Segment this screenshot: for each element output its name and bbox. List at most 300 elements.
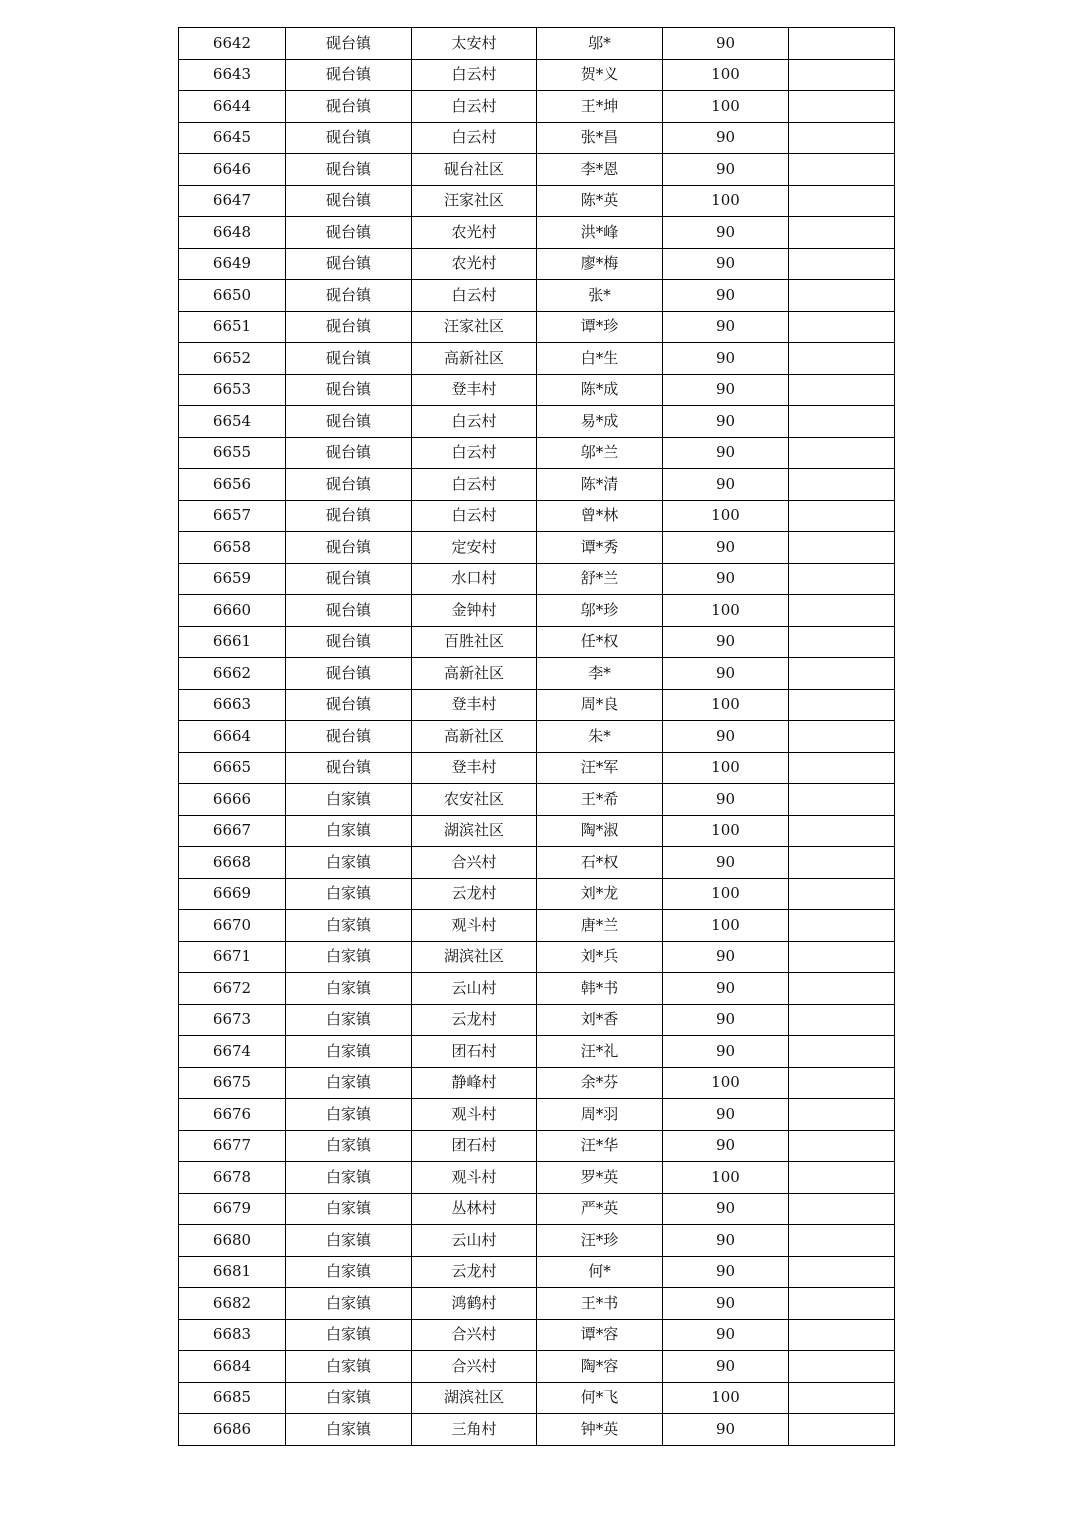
village-cell: 高新社区 bbox=[412, 658, 537, 690]
table-row bbox=[179, 28, 895, 60]
serial-number-cell: 6651 bbox=[179, 311, 286, 343]
table-row bbox=[179, 626, 895, 658]
table-row bbox=[179, 185, 895, 217]
name-cell: 刘*龙 bbox=[537, 878, 663, 910]
serial-number-cell: 6679 bbox=[179, 1193, 286, 1225]
village-cell: 农光村 bbox=[412, 248, 537, 280]
table-row bbox=[179, 374, 895, 406]
remark-cell bbox=[789, 28, 895, 60]
remark-cell bbox=[789, 185, 895, 217]
village-cell: 登丰村 bbox=[412, 374, 537, 406]
name-cell: 王*希 bbox=[537, 784, 663, 816]
name-cell: 周*羽 bbox=[537, 1099, 663, 1131]
village-cell: 高新社区 bbox=[412, 721, 537, 753]
name-cell: 汪*珍 bbox=[537, 1225, 663, 1257]
name-cell: 何* bbox=[537, 1256, 663, 1288]
remark-cell bbox=[789, 752, 895, 784]
table-row bbox=[179, 59, 895, 91]
town-cell: 白家镇 bbox=[286, 910, 412, 942]
serial-number-cell: 6669 bbox=[179, 878, 286, 910]
name-cell: 贺*义 bbox=[537, 59, 663, 91]
town-cell: 砚台镇 bbox=[286, 154, 412, 186]
town-cell: 白家镇 bbox=[286, 784, 412, 816]
village-cell: 白云村 bbox=[412, 280, 537, 312]
amount-cell: 90 bbox=[663, 311, 789, 343]
village-cell: 定安村 bbox=[412, 532, 537, 564]
village-cell: 金钟村 bbox=[412, 595, 537, 627]
amount-cell: 90 bbox=[663, 1288, 789, 1320]
table-row bbox=[179, 941, 895, 973]
name-cell: 汪*礼 bbox=[537, 1036, 663, 1068]
remark-cell bbox=[789, 1036, 895, 1068]
name-cell: 朱* bbox=[537, 721, 663, 753]
remark-cell bbox=[789, 1414, 895, 1446]
village-cell: 农光村 bbox=[412, 217, 537, 249]
village-cell: 湖滨社区 bbox=[412, 1382, 537, 1414]
table-row bbox=[179, 122, 895, 154]
name-cell: 陈*成 bbox=[537, 374, 663, 406]
town-cell: 白家镇 bbox=[286, 1193, 412, 1225]
name-cell: 韩*书 bbox=[537, 973, 663, 1005]
remark-cell bbox=[789, 1256, 895, 1288]
serial-number-cell: 6642 bbox=[179, 28, 286, 60]
serial-number-cell: 6675 bbox=[179, 1067, 286, 1099]
name-cell: 谭*秀 bbox=[537, 532, 663, 564]
table-row bbox=[179, 784, 895, 816]
serial-number-cell: 6656 bbox=[179, 469, 286, 501]
remark-cell bbox=[789, 973, 895, 1005]
name-cell: 李* bbox=[537, 658, 663, 690]
town-cell: 白家镇 bbox=[286, 973, 412, 1005]
town-cell: 砚台镇 bbox=[286, 280, 412, 312]
village-cell: 白云村 bbox=[412, 437, 537, 469]
amount-cell: 90 bbox=[663, 154, 789, 186]
amount-cell: 90 bbox=[663, 1225, 789, 1257]
town-cell: 白家镇 bbox=[286, 1162, 412, 1194]
village-cell: 观斗村 bbox=[412, 910, 537, 942]
serial-number-cell: 6680 bbox=[179, 1225, 286, 1257]
amount-cell: 90 bbox=[663, 280, 789, 312]
amount-cell: 90 bbox=[663, 1193, 789, 1225]
table-row bbox=[179, 280, 895, 312]
village-cell: 白云村 bbox=[412, 500, 537, 532]
town-cell: 砚台镇 bbox=[286, 626, 412, 658]
amount-cell: 90 bbox=[663, 1319, 789, 1351]
town-cell: 白家镇 bbox=[286, 1036, 412, 1068]
remark-cell bbox=[789, 1225, 895, 1257]
serial-number-cell: 6668 bbox=[179, 847, 286, 879]
village-cell: 云龙村 bbox=[412, 1004, 537, 1036]
table-row bbox=[179, 469, 895, 501]
serial-number-cell: 6654 bbox=[179, 406, 286, 438]
town-cell: 白家镇 bbox=[286, 1004, 412, 1036]
serial-number-cell: 6686 bbox=[179, 1414, 286, 1446]
name-cell: 石*权 bbox=[537, 847, 663, 879]
remark-cell bbox=[789, 563, 895, 595]
amount-cell: 100 bbox=[663, 91, 789, 123]
amount-cell: 90 bbox=[663, 532, 789, 564]
village-cell: 鸿鹤村 bbox=[412, 1288, 537, 1320]
village-cell: 云山村 bbox=[412, 973, 537, 1005]
table-row bbox=[179, 1162, 895, 1194]
village-cell: 农安社区 bbox=[412, 784, 537, 816]
village-cell: 云龙村 bbox=[412, 1256, 537, 1288]
table-row bbox=[179, 973, 895, 1005]
remark-cell bbox=[789, 1162, 895, 1194]
table-row bbox=[179, 437, 895, 469]
remark-cell bbox=[789, 1382, 895, 1414]
remark-cell bbox=[789, 658, 895, 690]
village-cell: 合兴村 bbox=[412, 1319, 537, 1351]
remark-cell bbox=[789, 343, 895, 375]
village-cell: 三角村 bbox=[412, 1414, 537, 1446]
town-cell: 白家镇 bbox=[286, 878, 412, 910]
amount-cell: 90 bbox=[663, 469, 789, 501]
remark-cell bbox=[789, 941, 895, 973]
table-body bbox=[179, 28, 895, 1446]
name-cell: 王*书 bbox=[537, 1288, 663, 1320]
table-row bbox=[179, 154, 895, 186]
amount-cell: 90 bbox=[663, 1351, 789, 1383]
amount-cell: 90 bbox=[663, 1036, 789, 1068]
table-row bbox=[179, 217, 895, 249]
serial-number-cell: 6683 bbox=[179, 1319, 286, 1351]
town-cell: 白家镇 bbox=[286, 847, 412, 879]
name-cell: 陈*英 bbox=[537, 185, 663, 217]
remark-cell bbox=[789, 626, 895, 658]
serial-number-cell: 6664 bbox=[179, 721, 286, 753]
serial-number-cell: 6665 bbox=[179, 752, 286, 784]
remark-cell bbox=[789, 1099, 895, 1131]
remark-cell bbox=[789, 784, 895, 816]
table-row bbox=[179, 248, 895, 280]
remark-cell bbox=[789, 1351, 895, 1383]
table-row bbox=[179, 1193, 895, 1225]
town-cell: 白家镇 bbox=[286, 1288, 412, 1320]
village-cell: 观斗村 bbox=[412, 1162, 537, 1194]
serial-number-cell: 6657 bbox=[179, 500, 286, 532]
serial-number-cell: 6648 bbox=[179, 217, 286, 249]
name-cell: 任*权 bbox=[537, 626, 663, 658]
name-cell: 刘*香 bbox=[537, 1004, 663, 1036]
table-row bbox=[179, 91, 895, 123]
town-cell: 砚台镇 bbox=[286, 185, 412, 217]
amount-cell: 90 bbox=[663, 973, 789, 1005]
name-cell: 邬* bbox=[537, 28, 663, 60]
village-cell: 汪家社区 bbox=[412, 185, 537, 217]
table-row bbox=[179, 1319, 895, 1351]
amount-cell: 90 bbox=[663, 406, 789, 438]
table-row bbox=[179, 311, 895, 343]
remark-cell bbox=[789, 1288, 895, 1320]
table-row bbox=[179, 1067, 895, 1099]
name-cell: 王*坤 bbox=[537, 91, 663, 123]
serial-number-cell: 6672 bbox=[179, 973, 286, 1005]
town-cell: 砚台镇 bbox=[286, 721, 412, 753]
amount-cell: 90 bbox=[663, 374, 789, 406]
town-cell: 砚台镇 bbox=[286, 658, 412, 690]
village-cell: 云龙村 bbox=[412, 878, 537, 910]
amount-cell: 90 bbox=[663, 1099, 789, 1131]
serial-number-cell: 6644 bbox=[179, 91, 286, 123]
town-cell: 白家镇 bbox=[286, 941, 412, 973]
town-cell: 砚台镇 bbox=[286, 217, 412, 249]
serial-number-cell: 6660 bbox=[179, 595, 286, 627]
table-row bbox=[179, 1382, 895, 1414]
village-cell: 白云村 bbox=[412, 406, 537, 438]
table-row bbox=[179, 815, 895, 847]
serial-number-cell: 6671 bbox=[179, 941, 286, 973]
table-row bbox=[179, 752, 895, 784]
remark-cell bbox=[789, 595, 895, 627]
name-cell: 张*昌 bbox=[537, 122, 663, 154]
village-cell: 登丰村 bbox=[412, 752, 537, 784]
village-cell: 白云村 bbox=[412, 59, 537, 91]
table-row bbox=[179, 1225, 895, 1257]
name-cell: 邬*兰 bbox=[537, 437, 663, 469]
village-cell: 静峰村 bbox=[412, 1067, 537, 1099]
table-row bbox=[179, 343, 895, 375]
name-cell: 邬*珍 bbox=[537, 595, 663, 627]
village-cell: 云山村 bbox=[412, 1225, 537, 1257]
amount-cell: 100 bbox=[663, 752, 789, 784]
amount-cell: 100 bbox=[663, 878, 789, 910]
amount-cell: 90 bbox=[663, 1130, 789, 1162]
amount-cell: 90 bbox=[663, 721, 789, 753]
serial-number-cell: 6674 bbox=[179, 1036, 286, 1068]
table-row bbox=[179, 500, 895, 532]
name-cell: 谭*容 bbox=[537, 1319, 663, 1351]
amount-cell: 90 bbox=[663, 437, 789, 469]
table-row bbox=[179, 1036, 895, 1068]
amount-cell: 90 bbox=[663, 1256, 789, 1288]
remark-cell bbox=[789, 122, 895, 154]
name-cell: 汪*华 bbox=[537, 1130, 663, 1162]
amount-cell: 90 bbox=[663, 1004, 789, 1036]
remark-cell bbox=[789, 406, 895, 438]
amount-cell: 100 bbox=[663, 59, 789, 91]
serial-number-cell: 6682 bbox=[179, 1288, 286, 1320]
village-cell: 湖滨社区 bbox=[412, 941, 537, 973]
town-cell: 白家镇 bbox=[286, 1414, 412, 1446]
name-cell: 陈*清 bbox=[537, 469, 663, 501]
serial-number-cell: 6670 bbox=[179, 910, 286, 942]
amount-cell: 90 bbox=[663, 847, 789, 879]
town-cell: 白家镇 bbox=[286, 1382, 412, 1414]
town-cell: 白家镇 bbox=[286, 1256, 412, 1288]
town-cell: 砚台镇 bbox=[286, 406, 412, 438]
town-cell: 白家镇 bbox=[286, 815, 412, 847]
table-row bbox=[179, 406, 895, 438]
village-cell: 合兴村 bbox=[412, 1351, 537, 1383]
serial-number-cell: 6673 bbox=[179, 1004, 286, 1036]
remark-cell bbox=[789, 815, 895, 847]
remark-cell bbox=[789, 469, 895, 501]
town-cell: 砚台镇 bbox=[286, 532, 412, 564]
serial-number-cell: 6676 bbox=[179, 1099, 286, 1131]
serial-number-cell: 6645 bbox=[179, 122, 286, 154]
remark-cell bbox=[789, 500, 895, 532]
remark-cell bbox=[789, 1130, 895, 1162]
town-cell: 白家镇 bbox=[286, 1067, 412, 1099]
town-cell: 砚台镇 bbox=[286, 122, 412, 154]
town-cell: 砚台镇 bbox=[286, 248, 412, 280]
remark-cell bbox=[789, 59, 895, 91]
amount-cell: 100 bbox=[663, 1067, 789, 1099]
town-cell: 砚台镇 bbox=[286, 343, 412, 375]
village-cell: 合兴村 bbox=[412, 847, 537, 879]
serial-number-cell: 6655 bbox=[179, 437, 286, 469]
amount-cell: 100 bbox=[663, 500, 789, 532]
name-cell: 曾*林 bbox=[537, 500, 663, 532]
amount-cell: 90 bbox=[663, 784, 789, 816]
remark-cell bbox=[789, 1067, 895, 1099]
remark-cell bbox=[789, 721, 895, 753]
town-cell: 砚台镇 bbox=[286, 437, 412, 469]
remark-cell bbox=[789, 154, 895, 186]
name-cell: 汪*军 bbox=[537, 752, 663, 784]
village-cell: 百胜社区 bbox=[412, 626, 537, 658]
town-cell: 白家镇 bbox=[286, 1319, 412, 1351]
table-row bbox=[179, 1256, 895, 1288]
town-cell: 白家镇 bbox=[286, 1225, 412, 1257]
data-table bbox=[178, 27, 895, 1446]
serial-number-cell: 6667 bbox=[179, 815, 286, 847]
table-row bbox=[179, 1414, 895, 1446]
remark-cell bbox=[789, 532, 895, 564]
amount-cell: 100 bbox=[663, 689, 789, 721]
town-cell: 砚台镇 bbox=[286, 59, 412, 91]
table-row bbox=[179, 1099, 895, 1131]
village-cell: 团石村 bbox=[412, 1036, 537, 1068]
village-cell: 丛林村 bbox=[412, 1193, 537, 1225]
town-cell: 白家镇 bbox=[286, 1351, 412, 1383]
town-cell: 白家镇 bbox=[286, 1130, 412, 1162]
serial-number-cell: 6652 bbox=[179, 343, 286, 375]
serial-number-cell: 6662 bbox=[179, 658, 286, 690]
serial-number-cell: 6650 bbox=[179, 280, 286, 312]
town-cell: 砚台镇 bbox=[286, 374, 412, 406]
village-cell: 湖滨社区 bbox=[412, 815, 537, 847]
serial-number-cell: 6659 bbox=[179, 563, 286, 595]
name-cell: 刘*兵 bbox=[537, 941, 663, 973]
amount-cell: 90 bbox=[663, 248, 789, 280]
village-cell: 观斗村 bbox=[412, 1099, 537, 1131]
town-cell: 砚台镇 bbox=[286, 752, 412, 784]
serial-number-cell: 6646 bbox=[179, 154, 286, 186]
amount-cell: 90 bbox=[663, 122, 789, 154]
serial-number-cell: 6658 bbox=[179, 532, 286, 564]
name-cell: 张* bbox=[537, 280, 663, 312]
village-cell: 汪家社区 bbox=[412, 311, 537, 343]
town-cell: 砚台镇 bbox=[286, 500, 412, 532]
amount-cell: 90 bbox=[663, 658, 789, 690]
table-row bbox=[179, 1130, 895, 1162]
table-row bbox=[179, 689, 895, 721]
table-row bbox=[179, 910, 895, 942]
remark-cell bbox=[789, 280, 895, 312]
amount-cell: 90 bbox=[663, 563, 789, 595]
serial-number-cell: 6647 bbox=[179, 185, 286, 217]
serial-number-cell: 6681 bbox=[179, 1256, 286, 1288]
amount-cell: 90 bbox=[663, 626, 789, 658]
amount-cell: 100 bbox=[663, 1162, 789, 1194]
town-cell: 砚台镇 bbox=[286, 595, 412, 627]
table-row bbox=[179, 1004, 895, 1036]
village-cell: 白云村 bbox=[412, 469, 537, 501]
amount-cell: 100 bbox=[663, 815, 789, 847]
name-cell: 陶*淑 bbox=[537, 815, 663, 847]
table-row bbox=[179, 847, 895, 879]
table-row bbox=[179, 1351, 895, 1383]
serial-number-cell: 6678 bbox=[179, 1162, 286, 1194]
town-cell: 砚台镇 bbox=[286, 563, 412, 595]
village-cell: 砚台社区 bbox=[412, 154, 537, 186]
name-cell: 李*恩 bbox=[537, 154, 663, 186]
name-cell: 廖*梅 bbox=[537, 248, 663, 280]
remark-cell bbox=[789, 248, 895, 280]
amount-cell: 100 bbox=[663, 595, 789, 627]
remark-cell bbox=[789, 847, 895, 879]
town-cell: 砚台镇 bbox=[286, 28, 412, 60]
remark-cell bbox=[789, 910, 895, 942]
table-row bbox=[179, 721, 895, 753]
town-cell: 砚台镇 bbox=[286, 689, 412, 721]
serial-number-cell: 6643 bbox=[179, 59, 286, 91]
table-row bbox=[179, 1288, 895, 1320]
town-cell: 白家镇 bbox=[286, 1099, 412, 1131]
name-cell: 陶*容 bbox=[537, 1351, 663, 1383]
town-cell: 砚台镇 bbox=[286, 91, 412, 123]
serial-number-cell: 6684 bbox=[179, 1351, 286, 1383]
remark-cell bbox=[789, 91, 895, 123]
table-row bbox=[179, 878, 895, 910]
table-row bbox=[179, 595, 895, 627]
serial-number-cell: 6685 bbox=[179, 1382, 286, 1414]
village-cell: 太安村 bbox=[412, 28, 537, 60]
remark-cell bbox=[789, 1319, 895, 1351]
name-cell: 余*芬 bbox=[537, 1067, 663, 1099]
name-cell: 罗*英 bbox=[537, 1162, 663, 1194]
serial-number-cell: 6653 bbox=[179, 374, 286, 406]
village-cell: 团石村 bbox=[412, 1130, 537, 1162]
name-cell: 唐*兰 bbox=[537, 910, 663, 942]
amount-cell: 90 bbox=[663, 343, 789, 375]
amount-cell: 90 bbox=[663, 217, 789, 249]
amount-cell: 90 bbox=[663, 941, 789, 973]
table-row bbox=[179, 563, 895, 595]
amount-cell: 100 bbox=[663, 185, 789, 217]
remark-cell bbox=[789, 217, 895, 249]
name-cell: 易*成 bbox=[537, 406, 663, 438]
serial-number-cell: 6677 bbox=[179, 1130, 286, 1162]
remark-cell bbox=[789, 374, 895, 406]
remark-cell bbox=[789, 1004, 895, 1036]
remark-cell bbox=[789, 878, 895, 910]
village-cell: 水口村 bbox=[412, 563, 537, 595]
remark-cell bbox=[789, 311, 895, 343]
amount-cell: 100 bbox=[663, 1382, 789, 1414]
table-row bbox=[179, 532, 895, 564]
name-cell: 周*良 bbox=[537, 689, 663, 721]
town-cell: 砚台镇 bbox=[286, 311, 412, 343]
amount-cell: 100 bbox=[663, 910, 789, 942]
name-cell: 何*飞 bbox=[537, 1382, 663, 1414]
table-row bbox=[179, 658, 895, 690]
name-cell: 谭*珍 bbox=[537, 311, 663, 343]
name-cell: 洪*峰 bbox=[537, 217, 663, 249]
village-cell: 白云村 bbox=[412, 122, 537, 154]
